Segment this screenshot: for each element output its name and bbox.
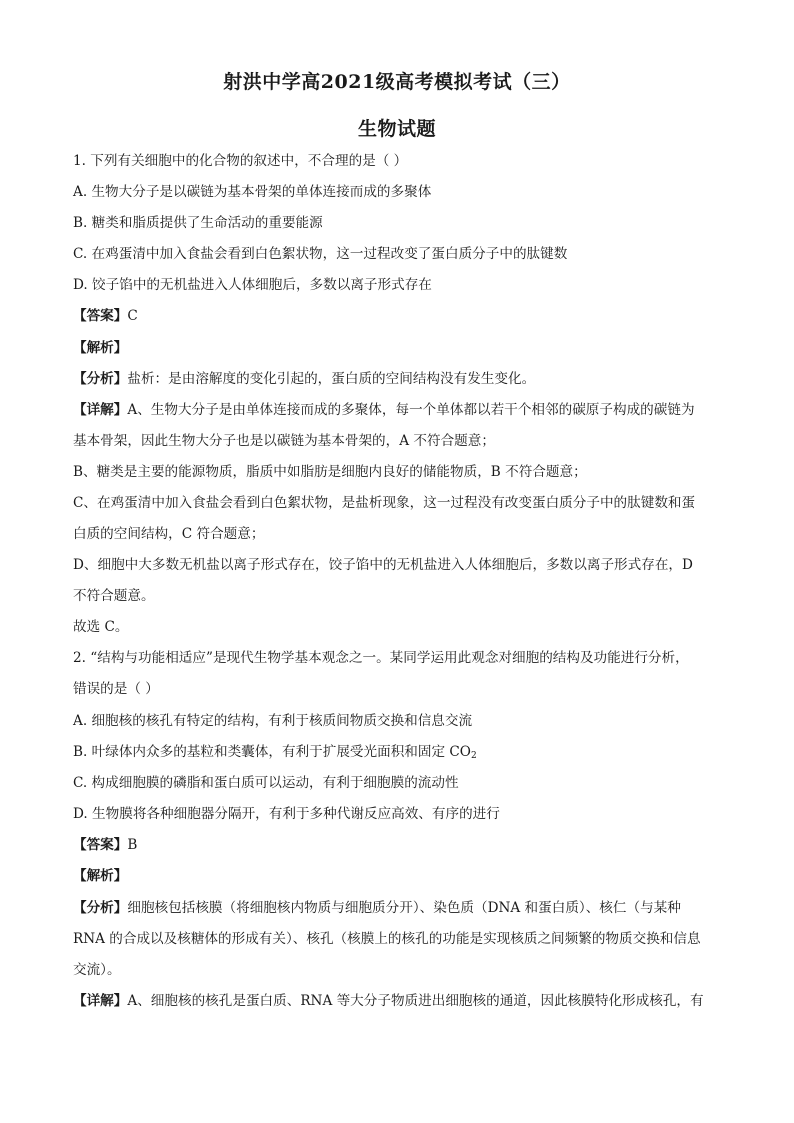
q1-option-a: A. 生物大分子是以碳链为基本骨架的单体连接而成的多聚体 (73, 184, 432, 200)
q2-option-a: A. 细胞核的核孔有特定的结构，有利于核质间物质交换和信息交流 (73, 713, 473, 729)
q2-stem-line1: 2. “结构与功能相适应”是现代生物学基本观念之一。某同学运用此观念对细胞的结构及功能进行分析， (73, 650, 689, 666)
q2-answer-value: B (127, 837, 138, 853)
q1-detail-a-line2: 基本骨架，因此生物大分子也是以碳链为基本骨架的，A 不符合题意； (73, 433, 495, 449)
q1-detail-a1-text: A、生物大分子是由单体连接而成的多聚体，每一个单体都以若干个相邻的碳原子构成的碳链为 (127, 402, 695, 418)
q1-fenxi (73, 370, 535, 388)
q2-jiexi-tag (73, 867, 127, 885)
q1-jiexi-tag (73, 339, 127, 357)
q2-option-b-subscript: 2 (470, 751, 477, 761)
q2-answer (73, 836, 137, 854)
document-subtitle: 生物试题 (357, 118, 436, 140)
q1-jiexi-label: 【解析】 (73, 340, 128, 356)
q2-option-c: C. 构成细胞膜的磷脂和蛋白质可以运动，有利于细胞膜的流动性 (73, 775, 459, 791)
q2-fenxi-line2: RNA 的合成以及核糖体的形成有关）、核孔（核膜上的核孔的功能是实现核质之间频繁的物质交换和信息 (73, 931, 701, 947)
q1-xiangjie-tag: 【详解】 (73, 402, 128, 418)
q1-option-c: C. 在鸡蛋清中加入食盐会看到白色絮状物，这一过程改变了蛋白质分子中的肽键数 (73, 246, 568, 262)
q2-option-b (73, 743, 477, 765)
q1-fenxi-tag: 【分析】 (73, 371, 128, 387)
q1-conclusion: 故选 C。 (73, 619, 129, 635)
q1-detail-d-line2: 不符合题意。 (73, 588, 155, 604)
q2-fenxi1-text: 细胞核包括核膜（将细胞核内物质与细胞质分开）、染色质（DNA 和蛋白质）、核仁（与某种 (127, 900, 681, 916)
q1-answer-value: C (127, 308, 138, 324)
q1-detail-b: B、糖类是主要的能源物质，脂质中如脂肪是细胞内良好的储能物质，B 不符合题意； (73, 464, 587, 480)
q2-option-b-text: B. 叶绿体内众多的基粒和类囊体，有利于扩展受光面积和固定 CO (73, 744, 471, 760)
document-title: 射洪中学高2021级高考模拟考试（三） (223, 71, 571, 93)
q2-detail-a-line1 (73, 992, 704, 1010)
q1-fenxi-text: 盐析：是由溶解度的变化引起的，蛋白质的空间结构没有发生变化。 (127, 371, 536, 387)
q1-option-d: D. 饺子馅中的无机盐进入人体细胞后，多数以离子形式存在 (73, 277, 432, 293)
q2-fenxi-tag: 【分析】 (73, 900, 128, 916)
q1-detail-c-line2: 白质的空间结构，C 符合题意； (73, 526, 265, 542)
q2-option-d: D. 生物膜将各种细胞器分隔开，有利于多种代谢反应高效、有序的进行 (73, 806, 500, 822)
q1-detail-c-line1: C、在鸡蛋清中加入食盐会看到白色絮状物，是盐析现象，这一过程没有改变蛋白质分子中的肽键数和蛋 (73, 495, 696, 511)
q2-fenxi-line1 (73, 899, 681, 917)
q2-detail-a1-text: A、细胞核的核孔是蛋白质、RNA 等大分子物质进出细胞核的通道，因此核膜特化形成核孔，有 (127, 993, 704, 1009)
q1-stem: 1. 下列有关细胞中的化合物的叙述中，不合理的是（ ） (73, 153, 408, 169)
q2-stem-line2: 错误的是（ ） (73, 681, 159, 697)
q1-option-b: B. 糖类和脂质提供了生命活动的重要能源 (73, 215, 323, 231)
q2-fenxi-line3: 交流）。 (73, 962, 121, 978)
q2-jiexi-label: 【解析】 (73, 868, 128, 884)
q1-detail-d-line1: D、细胞中大多数无机盐以离子形式存在，饺子馅中的无机盐进入人体细胞后，多数以离子形式存在，D (73, 557, 693, 573)
q1-answer-tag: 【答案】 (73, 308, 128, 324)
q1-answer (73, 307, 138, 325)
q2-answer-tag: 【答案】 (73, 837, 128, 853)
q1-detail-a-line1 (73, 401, 695, 419)
q2-xiangjie-tag: 【详解】 (73, 993, 128, 1009)
